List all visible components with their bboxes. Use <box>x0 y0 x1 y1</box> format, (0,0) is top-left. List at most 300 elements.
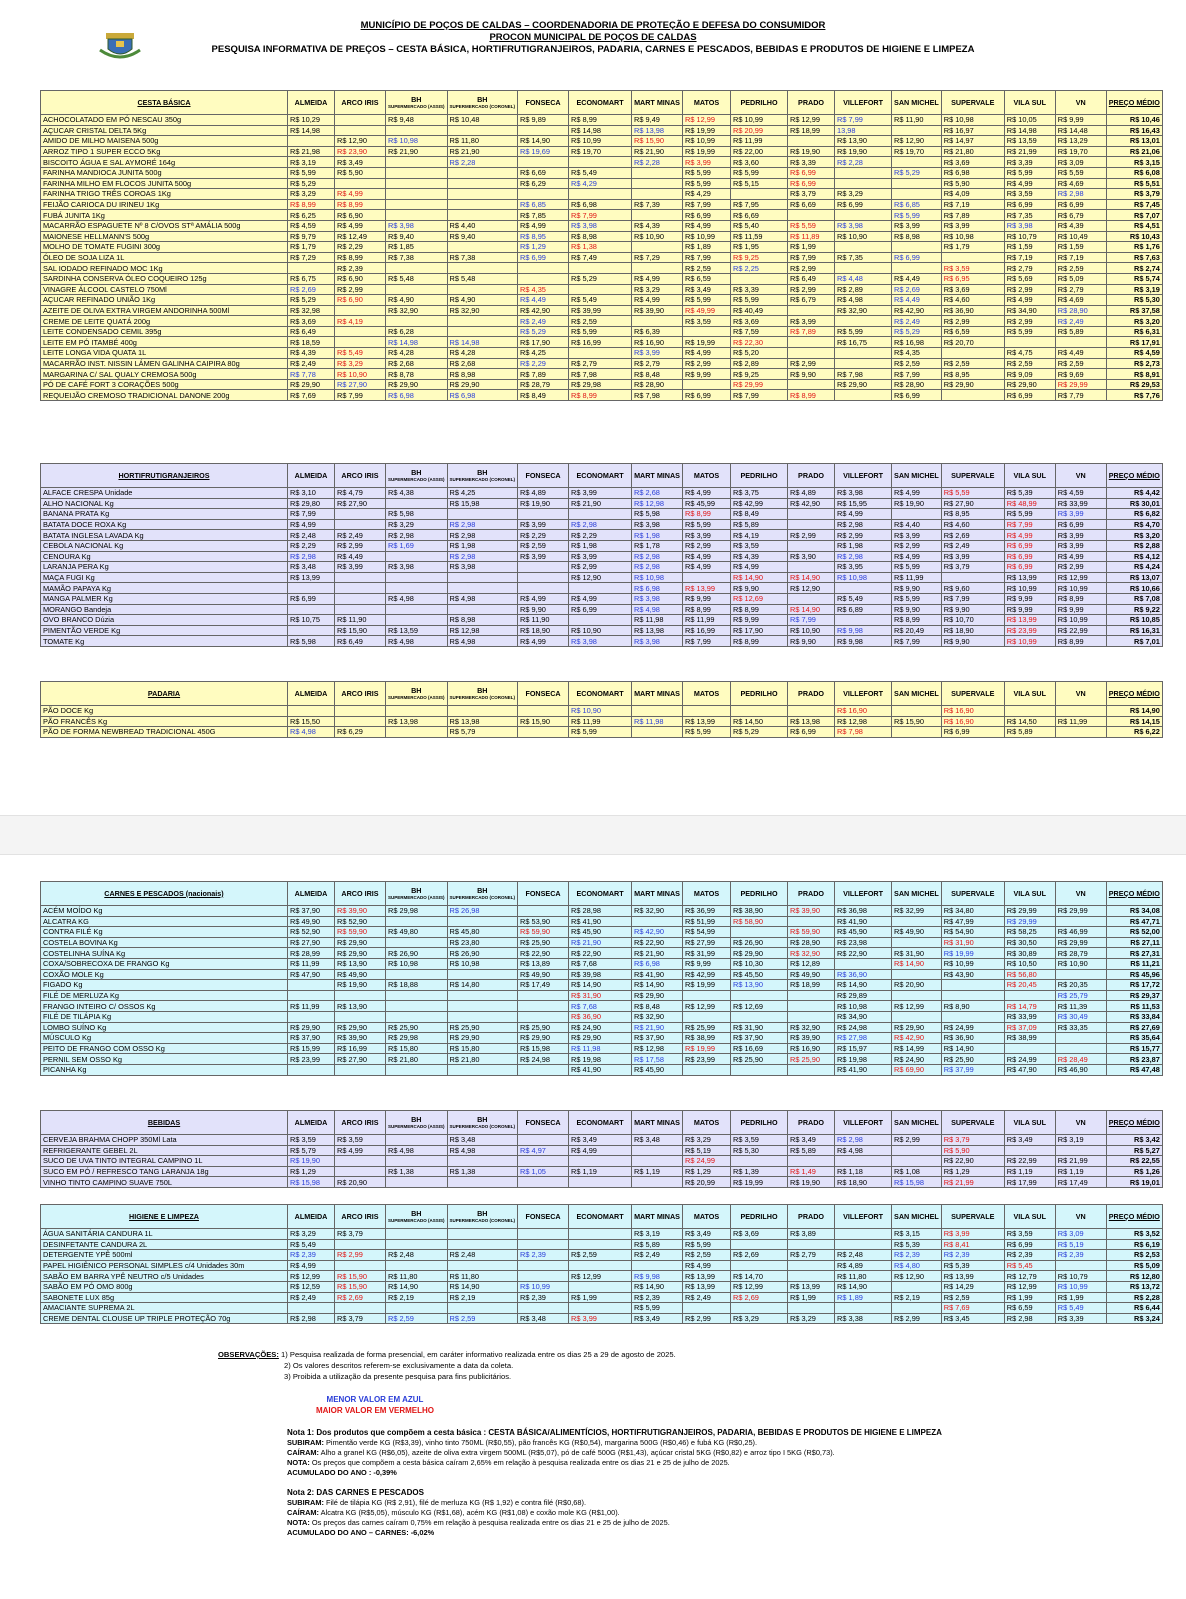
price-cell <box>518 1011 569 1022</box>
price-cell: R$ 6,99 <box>941 727 1004 738</box>
price-cell: R$ 3,59 <box>683 316 731 327</box>
price-cell: R$ 10,98 <box>835 572 892 583</box>
price-cell <box>835 1156 892 1167</box>
price-cell: R$ 3,59 <box>1004 1229 1055 1240</box>
price-cell: R$ 56,80 <box>1004 969 1055 980</box>
price-cell: R$ 2,29 <box>569 530 632 541</box>
price-cell <box>386 167 448 178</box>
price-cell <box>835 583 892 594</box>
price-cell: R$ 6,99 <box>518 252 569 263</box>
product-name: ÓLEO DE SOJA LIZA 1L <box>41 252 288 263</box>
price-cell: R$ 5,98 <box>632 509 683 520</box>
average-price: R$ 4,51 <box>1106 220 1162 231</box>
price-cell: R$ 3,69 <box>288 316 335 327</box>
price-cell: R$ 12,69 <box>731 593 788 604</box>
price-cell <box>835 210 892 221</box>
column-header: MART MINAS <box>632 1205 683 1229</box>
price-cell: R$ 2,49 <box>1055 316 1106 327</box>
price-cell: R$ 2,49 <box>683 1292 731 1303</box>
price-cell: R$ 22,90 <box>632 937 683 948</box>
price-cell <box>288 625 335 636</box>
price-cell: R$ 5,49 <box>335 348 386 359</box>
price-cell: R$ 2,99 <box>1055 562 1106 573</box>
average-price: R$ 13,07 <box>1106 572 1162 583</box>
price-cell: R$ 14,90 <box>731 572 788 583</box>
table-row <box>41 927 1163 938</box>
price-cell: R$ 45,90 <box>569 927 632 938</box>
price-cell: R$ 7,99 <box>335 390 386 401</box>
price-cell: R$ 10,99 <box>1055 1281 1106 1292</box>
price-cell: R$ 20,49 <box>892 625 942 636</box>
price-cell <box>941 572 1004 583</box>
price-cell: R$ 12,99 <box>731 1281 788 1292</box>
price-cell: R$ 40,49 <box>731 305 788 316</box>
price-cell: R$ 4,89 <box>835 1260 892 1271</box>
color-legend <box>300 1394 450 1416</box>
price-cell: R$ 15,80 <box>386 1043 448 1054</box>
price-cell <box>1004 337 1055 348</box>
price-cell: R$ 36,90 <box>941 305 1004 316</box>
average-price: R$ 5,27 <box>1106 1145 1162 1156</box>
price-cell: R$ 3,49 <box>335 157 386 168</box>
price-cell: R$ 29,89 <box>835 990 892 1001</box>
price-cell <box>386 1156 448 1167</box>
price-cell: R$ 7,99 <box>731 390 788 401</box>
price-cell: R$ 24,99 <box>941 1022 1004 1033</box>
price-cell: R$ 49,80 <box>386 927 448 938</box>
price-cell: R$ 2,98 <box>288 551 335 562</box>
price-cell <box>892 1281 942 1292</box>
price-cell: R$ 4,99 <box>1055 551 1106 562</box>
price-cell: R$ 5,48 <box>386 273 448 284</box>
price-cell: R$ 21,99 <box>1004 146 1055 157</box>
price-cell: R$ 1,99 <box>569 1292 632 1303</box>
price-cell: R$ 2,79 <box>1004 263 1055 274</box>
table-header-row <box>41 1111 1163 1135</box>
table-row <box>41 1229 1163 1240</box>
price-cell: R$ 3,79 <box>941 562 1004 573</box>
table-row <box>41 273 1163 284</box>
column-header: ARCO IRIS <box>335 1111 386 1135</box>
price-cell: R$ 6,95 <box>941 273 1004 284</box>
price-cell <box>835 348 892 359</box>
table-row <box>41 1145 1163 1156</box>
price-cell <box>447 706 518 717</box>
table-header-row <box>41 882 1163 906</box>
price-cell: R$ 28,90 <box>788 937 835 948</box>
price-cell: R$ 42,90 <box>892 305 942 316</box>
price-cell: R$ 6,49 <box>288 326 335 337</box>
price-cell <box>892 189 942 200</box>
price-cell <box>447 1064 518 1075</box>
product-name: MACARRÃO INST. NISSIN LÁMEN GALINHA CAIPIRA 80g <box>41 358 288 369</box>
product-name: LEITE CONDENSADO CEMIL 395g <box>41 326 288 337</box>
price-cell: R$ 7,38 <box>447 252 518 263</box>
product-name: MANGA PALMER Kg <box>41 593 288 604</box>
price-cell <box>386 1229 448 1240</box>
price-cell: R$ 2,99 <box>788 263 835 274</box>
price-cell: R$ 19,99 <box>683 146 731 157</box>
price-cell: R$ 4,40 <box>892 519 942 530</box>
price-cell: R$ 8,48 <box>632 369 683 380</box>
price-cell: R$ 4,49 <box>892 295 942 306</box>
price-cell: R$ 6,99 <box>1004 1239 1055 1250</box>
price-cell <box>335 1011 386 1022</box>
price-cell: R$ 3,49 <box>569 1135 632 1146</box>
price-cell: R$ 8,99 <box>569 115 632 126</box>
column-header: VILLEFORT <box>835 464 892 488</box>
padaria-table <box>40 681 1163 738</box>
price-cell: R$ 2,59 <box>1055 358 1106 369</box>
price-cell: R$ 12,90 <box>569 572 632 583</box>
table-row <box>41 136 1163 147</box>
price-cell: R$ 12,99 <box>683 1001 731 1012</box>
price-cell <box>788 540 835 551</box>
price-cell: R$ 5,39 <box>941 1260 1004 1271</box>
price-cell: R$ 21,90 <box>632 146 683 157</box>
price-cell: R$ 9,60 <box>941 583 1004 594</box>
price-cell: R$ 4,99 <box>518 636 569 647</box>
price-cell: R$ 6,49 <box>788 273 835 284</box>
price-cell <box>788 1271 835 1282</box>
table-row <box>41 284 1163 295</box>
price-cell: R$ 3,99 <box>1055 530 1106 541</box>
price-cell: R$ 27,90 <box>335 1054 386 1065</box>
price-cell: R$ 8,99 <box>288 199 335 210</box>
price-cell: R$ 28,79 <box>518 379 569 390</box>
price-cell: R$ 49,90 <box>518 969 569 980</box>
price-cell: R$ 2,99 <box>569 562 632 573</box>
average-price: R$ 7,45 <box>1106 199 1162 210</box>
price-cell: R$ 39,99 <box>569 305 632 316</box>
price-cell: R$ 1,19 <box>1004 1166 1055 1177</box>
table-row <box>41 316 1163 327</box>
price-cell: R$ 5,45 <box>1004 1260 1055 1271</box>
price-cell: R$ 12,90 <box>788 583 835 594</box>
price-cell: R$ 4,99 <box>892 551 942 562</box>
price-cell: R$ 1,89 <box>683 242 731 253</box>
price-cell: R$ 4,19 <box>731 530 788 541</box>
table-header-row <box>41 91 1163 115</box>
price-cell: R$ 10,29 <box>288 115 335 126</box>
product-name: FARINHA MANDIOCA JUNITA 500g <box>41 167 288 178</box>
price-cell: R$ 27,90 <box>335 498 386 509</box>
price-cell: R$ 2,49 <box>518 316 569 327</box>
average-price: R$ 21,06 <box>1106 146 1162 157</box>
column-header: SUPERVALE <box>941 91 1004 115</box>
price-cell <box>386 178 448 189</box>
price-cell: R$ 3,99 <box>518 551 569 562</box>
column-header: PEDRILHO <box>731 464 788 488</box>
price-cell: R$ 5,99 <box>892 562 942 573</box>
table-row <box>41 948 1163 959</box>
price-cell: R$ 7,99 <box>892 369 942 380</box>
table-row <box>41 958 1163 969</box>
column-header: BH SUPERMERCADO (CORONEL) <box>447 1205 518 1229</box>
table-row <box>41 125 1163 136</box>
price-cell: R$ 3,19 <box>1055 1135 1106 1146</box>
table-row <box>41 498 1163 509</box>
price-cell <box>447 263 518 274</box>
price-cell: R$ 3,75 <box>731 488 788 499</box>
price-cell: R$ 4,98 <box>632 604 683 615</box>
price-cell: R$ 5,90 <box>941 1145 1004 1156</box>
price-cell: R$ 32,90 <box>447 305 518 316</box>
price-cell <box>632 727 683 738</box>
price-cell: R$ 3,39 <box>731 284 788 295</box>
price-cell: R$ 3,48 <box>288 562 335 573</box>
price-cell: R$ 2,99 <box>892 1135 942 1146</box>
price-cell <box>835 316 892 327</box>
price-cell <box>447 583 518 594</box>
legend-max: MAIOR VALOR EM VERMELHO <box>315 1406 435 1415</box>
price-cell: R$ 5,49 <box>835 593 892 604</box>
cesta-table <box>40 90 1163 401</box>
category-title: CARNES E PESCADOS (nacionais) <box>41 882 288 906</box>
price-cell: R$ 10,98 <box>386 958 448 969</box>
price-cell: R$ 29,90 <box>892 1022 942 1033</box>
price-cell: R$ 5,99 <box>569 727 632 738</box>
price-cell: R$ 11,98 <box>632 716 683 727</box>
price-cell <box>731 1239 788 1250</box>
price-cell: R$ 37,99 <box>941 1064 1004 1075</box>
price-cell: R$ 13,59 <box>1004 136 1055 147</box>
price-cell <box>335 716 386 727</box>
price-cell: R$ 3,59 <box>288 1135 335 1146</box>
product-name: PÓ DE CAFÉ FORT 3 CORAÇÕES 500g <box>41 379 288 390</box>
price-cell <box>386 572 448 583</box>
product-name: SABÃO EM PÓ OMO 800g <box>41 1281 288 1292</box>
average-price: R$ 17,91 <box>1106 337 1162 348</box>
price-cell: R$ 4,28 <box>386 348 448 359</box>
column-header: VILA SUL <box>1004 882 1055 906</box>
price-cell: R$ 5,99 <box>731 167 788 178</box>
price-cell <box>288 263 335 274</box>
price-cell: R$ 6,99 <box>683 210 731 221</box>
price-cell: R$ 20,99 <box>683 1177 731 1188</box>
average-price: R$ 47,71 <box>1106 916 1162 927</box>
price-cell <box>335 583 386 594</box>
table-row <box>41 252 1163 263</box>
table-row <box>41 157 1163 168</box>
price-cell: R$ 6,90 <box>335 273 386 284</box>
price-cell: R$ 28,99 <box>288 948 335 959</box>
price-cell: R$ 4,99 <box>632 273 683 284</box>
price-cell: R$ 2,99 <box>335 540 386 551</box>
price-cell: R$ 3,98 <box>1004 220 1055 231</box>
table-row <box>41 1303 1163 1314</box>
table-row <box>41 358 1163 369</box>
price-cell: R$ 7,79 <box>1055 390 1106 401</box>
column-header: PEDRILHO <box>731 682 788 706</box>
price-cell: R$ 9,09 <box>1004 369 1055 380</box>
price-cell: R$ 12,59 <box>288 1281 335 1292</box>
table-row <box>41 1177 1163 1188</box>
table-row <box>41 519 1163 530</box>
price-cell <box>892 157 942 168</box>
price-cell: R$ 3,09 <box>1055 1229 1106 1240</box>
price-cell: R$ 3,60 <box>731 157 788 168</box>
column-header: BH SUPERMERCADO (CORONEL) <box>447 682 518 706</box>
average-price: R$ 2,28 <box>1106 1292 1162 1303</box>
table-row <box>41 706 1163 717</box>
price-cell: R$ 4,99 <box>569 593 632 604</box>
price-cell: R$ 4,49 <box>518 295 569 306</box>
product-name: FARINHA TRIGO TRÊS COROAS 1Kg <box>41 189 288 200</box>
price-cell <box>683 1011 731 1022</box>
average-price: R$ 27,69 <box>1106 1022 1162 1033</box>
nota1-subiram: Pimentão verde KG (R$3,39), vinho tinto 750ML (R$0,55), pão francês KG (R$0,54), margarina 500G (R$0,46) e fubá KG (R$0,25). <box>323 1438 758 1447</box>
price-cell: R$ 9,98 <box>835 625 892 636</box>
price-cell: R$ 13,29 <box>1055 136 1106 147</box>
price-cell: R$ 24,99 <box>1004 1054 1055 1065</box>
price-cell: R$ 6,98 <box>569 199 632 210</box>
price-cell: R$ 9,98 <box>835 636 892 647</box>
price-cell: R$ 48,99 <box>1004 498 1055 509</box>
price-cell: R$ 4,97 <box>518 1145 569 1156</box>
price-cell: R$ 2,48 <box>288 530 335 541</box>
column-header: SUPERVALE <box>941 1111 1004 1135</box>
price-cell: R$ 7,89 <box>518 369 569 380</box>
table-row <box>41 1281 1163 1292</box>
average-price: R$ 33,84 <box>1106 1011 1162 1022</box>
price-cell: R$ 9,90 <box>731 583 788 594</box>
price-cell: R$ 4,99 <box>518 220 569 231</box>
table-row <box>41 583 1163 594</box>
price-cell: R$ 12,98 <box>632 1043 683 1054</box>
price-cell <box>386 615 448 626</box>
observations-label: OBSERVAÇÕES: <box>218 1350 279 1359</box>
price-cell <box>386 583 448 594</box>
price-cell: R$ 6,79 <box>1055 210 1106 221</box>
price-cell <box>518 727 569 738</box>
price-cell: R$ 10,05 <box>1004 115 1055 126</box>
average-price: R$ 4,24 <box>1106 562 1162 573</box>
price-cell: R$ 29,98 <box>386 1033 448 1044</box>
price-cell: R$ 15,90 <box>335 1281 386 1292</box>
column-header: VILA SUL <box>1004 682 1055 706</box>
average-price: R$ 2,53 <box>1106 1250 1162 1261</box>
table-row <box>41 716 1163 727</box>
price-cell <box>941 1011 1004 1022</box>
price-cell: R$ 11,99 <box>731 136 788 147</box>
price-cell: R$ 3,99 <box>632 348 683 359</box>
price-cell <box>1055 337 1106 348</box>
column-header: ARCO IRIS <box>335 464 386 488</box>
price-cell: R$ 3,98 <box>835 220 892 231</box>
price-cell: R$ 17,49 <box>1055 1177 1106 1188</box>
price-cell: R$ 8,99 <box>569 390 632 401</box>
column-header: VILLEFORT <box>835 1205 892 1229</box>
price-cell: R$ 4,98 <box>447 1145 518 1156</box>
column-header: MATOS <box>683 464 731 488</box>
price-cell <box>1004 706 1055 717</box>
average-price: R$ 13,72 <box>1106 1281 1162 1292</box>
column-header: SUPERVALE <box>941 1205 1004 1229</box>
price-cell: R$ 3,99 <box>335 562 386 573</box>
price-cell <box>386 210 448 221</box>
price-cell <box>569 615 632 626</box>
price-cell: R$ 3,29 <box>788 1313 835 1324</box>
price-cell <box>731 1303 788 1314</box>
product-name: AÇUCAR CRISTAL DELTA 5Kg <box>41 125 288 136</box>
average-price: R$ 22,55 <box>1106 1156 1162 1167</box>
price-cell: R$ 9,49 <box>632 115 683 126</box>
price-cell: R$ 10,90 <box>1055 958 1106 969</box>
price-cell: R$ 21,90 <box>632 1022 683 1033</box>
price-cell: R$ 7,85 <box>518 210 569 221</box>
price-cell: R$ 15,98 <box>518 1043 569 1054</box>
column-header: BH SUPERMERCADO (CORONEL) <box>447 1111 518 1135</box>
price-cell: R$ 4,99 <box>835 509 892 520</box>
product-name: ALHO NACIONAL Kg <box>41 498 288 509</box>
column-header: PREÇO MÉDIO <box>1106 1111 1162 1135</box>
price-cell: R$ 7,38 <box>386 252 448 263</box>
price-cell: R$ 5,59 <box>788 220 835 231</box>
price-cell: R$ 5,89 <box>1055 326 1106 337</box>
price-cell <box>447 284 518 295</box>
average-price: R$ 23,87 <box>1106 1054 1162 1065</box>
price-cell <box>632 189 683 200</box>
price-cell: R$ 28,49 <box>1055 1054 1106 1065</box>
price-cell: R$ 23,80 <box>447 937 518 948</box>
price-cell: R$ 2,19 <box>892 1292 942 1303</box>
price-cell: R$ 3,99 <box>788 316 835 327</box>
price-cell <box>447 242 518 253</box>
price-cell: R$ 4,09 <box>941 189 1004 200</box>
price-cell <box>835 358 892 369</box>
price-cell: R$ 13,59 <box>386 625 448 636</box>
price-cell: R$ 39,90 <box>788 906 835 917</box>
price-cell: R$ 15,90 <box>892 716 942 727</box>
price-cell <box>632 242 683 253</box>
price-cell <box>288 1011 335 1022</box>
price-cell: R$ 29,90 <box>447 379 518 390</box>
nota2-cairam: Alcatra KG (R$5,05), músculo KG (R$1,68), acém KG (R$1,08) e coxão mole KG (R$1,00). <box>319 1508 620 1517</box>
price-cell: R$ 22,99 <box>1055 625 1106 636</box>
price-cell <box>518 189 569 200</box>
price-cell: R$ 5,99 <box>632 1303 683 1314</box>
price-cell: R$ 5,98 <box>386 509 448 520</box>
table-row <box>41 1292 1163 1303</box>
price-cell: R$ 12,89 <box>788 958 835 969</box>
price-cell <box>288 990 335 1001</box>
price-cell: R$ 13,99 <box>941 1271 1004 1282</box>
price-cell: R$ 2,29 <box>518 358 569 369</box>
price-cell: R$ 2,39 <box>1004 1250 1055 1261</box>
price-cell: R$ 3,99 <box>892 220 942 231</box>
average-price: R$ 7,07 <box>1106 210 1162 221</box>
price-cell: R$ 4,29 <box>569 178 632 189</box>
price-cell <box>335 326 386 337</box>
price-cell: R$ 16,90 <box>941 716 1004 727</box>
price-cell: R$ 19,90 <box>288 1156 335 1167</box>
price-cell: R$ 53,90 <box>518 916 569 927</box>
price-cell: R$ 5,98 <box>288 636 335 647</box>
price-cell: R$ 6,90 <box>335 295 386 306</box>
price-cell <box>335 509 386 520</box>
price-cell: R$ 6,29 <box>518 178 569 189</box>
column-header: SUPERVALE <box>941 682 1004 706</box>
price-cell: R$ 14,50 <box>731 716 788 727</box>
price-cell <box>632 316 683 327</box>
price-cell <box>335 125 386 136</box>
price-cell <box>518 706 569 717</box>
table-row <box>41 937 1163 948</box>
price-cell: R$ 4,99 <box>683 220 731 231</box>
table-row <box>41 551 1163 562</box>
price-cell: R$ 10,99 <box>569 136 632 147</box>
